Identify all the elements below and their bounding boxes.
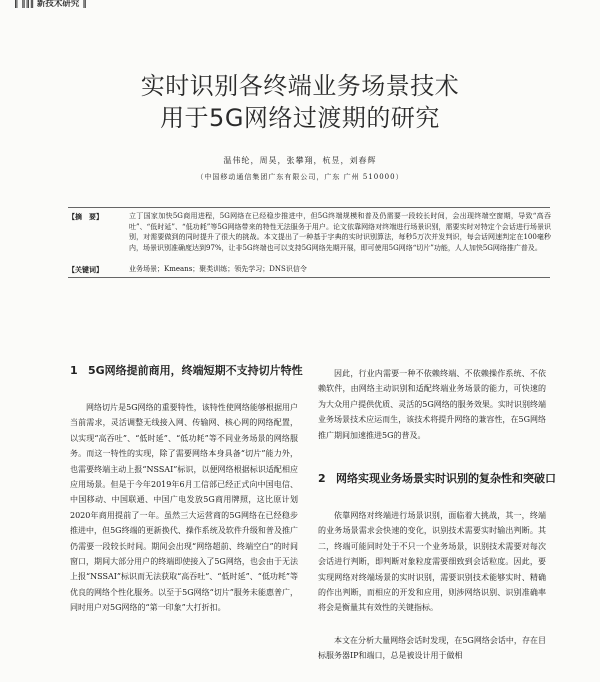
keywords-text: 业务场景；Kmeans；聚类训练；领先学习；DNS识信令 <box>129 265 307 273</box>
abstract-text: 立丁国家加快5G商用进程，5G网络在已经稳步推进中，但5G终端规模和普及仍需要一段较长时间，会出现终端空窗期，导致“高吞吐”、“低时延”、“低功耗”等5G网络带来的特性无法服务于用户。论文依靠网络对终端进行场景识别，需要实时对特定个会话进行场景识别，对需要做到的同时提升了很大的挑战。本文提出了一种基于字典的实时识别算法，每秒5万次并发判识，每会话网速判定在100毫秒内，场景识别准确度达到97%，让非5G终端也可以支持5G网络先期开展，即可使用5G网络“切片”功能，人人加快5G网络推广普及。 <box>129 212 551 252</box>
section-2-number: 2 <box>318 472 326 485</box>
section-tag-label: 新技术研究 <box>36 0 80 9</box>
abstract-top-rule <box>68 207 550 208</box>
keywords-label: 【关键词】 <box>68 266 103 274</box>
title-line-1: 实时识别各终端业务场景技术 <box>140 72 460 100</box>
right-paragraph-1: 因此，行业内需要一种不依赖终端、不依赖操作系统、不依赖软件，由网络主动识别和适配终端业务场景的能力，可快速的为大众用户提供优质、灵活的5G网络的服务效果。实时识别终端业务场景技术应运而生，该技术将提升网络的兼容性，在5G网络推广期间加速推进5G的普及。 <box>318 369 546 440</box>
abstract-bottom-rule <box>68 277 550 278</box>
right-paragraph-2: 依靠网络对终端进行场景识别，面临着大挑战，其一，终端的业务场景需求会快速的变化，识别技术需要实时输出判断。其二，终端可能同时处于不只一个业务场景，识别技术需要对每次会话进行判断，即判断对象粒度需要细致到会话粒度。因此，要实现网络对终端场景的实时识别，需要识别技术能够实时、精确的作出判断，而相应的开发和应用，则涉网络识别、识别准确率将会是衡量其有效性的关键指标。 <box>318 511 546 613</box>
title-line-2: 用于5G网络过渡期的研究 <box>160 104 440 132</box>
abstract-label: 【摘 要】 <box>68 213 103 221</box>
section-1-title: 5G网络提前商用，终端短期不支持切片特性 <box>88 364 303 377</box>
authors: 温伟纶，周昊，张攀翔，杭昱，刘春辉 <box>223 156 377 165</box>
section-1-paragraph: 网络切片是5G网络的重要特性，该特性使网络能够根据用户当前需求，灵活调整无线接入网、传输网、核心网的网络配置，以实现“高吞吐”、“低时延”、“低功耗”等不同业务场景的网络服务。而这一特性的实现，除了需要网络本身具备“切片”能力外，也需要终端主动上报“NSSAI”标识，以便网络根据标识适配相应应用场景。但是于今年2019年6月工信部已经正式向中国电信、中国移动、中国联通、中国广电发放5G商用牌照，这比原计划2020年商用提前了一年。虽然三大运营商的5G网络在已经稳步推进中，但5G终端的更新换代、操作系统及软件升级和普及推广仍需要一段较长时间。期间会出现“网络超前、终端空白”的时间窗口，期间大部分用户的终端即使接入了5G网络，也会由于无法上报“NSSAI”标识而无法获取“高吞吐”、“低时延”、“低功耗”等优良的网络个性化服务。以至于5G网络“切片”服务未能惠普广，同时用户对5G网络的“第一印象”大打折扣。 <box>70 403 298 613</box>
section-2-heading <box>318 470 554 506</box>
section-1-heading <box>70 362 310 398</box>
section-2-title: 网络实现业务场景实时识别的复杂性和突破口 <box>336 472 556 485</box>
right-paragraph-3: 本文在分析大量网络会话时发现，在5G网络会话中，存在目标服务器IP和端口，总是被设计用于做相 <box>318 636 546 661</box>
section-tag: ‖ ‖‖‖ 新技术研究 ‖ <box>14 0 87 9</box>
affiliation: （中国移动通信集团广东有限公司，广东 广州 510000） <box>196 173 404 181</box>
section-1-number: 1 <box>70 364 78 377</box>
